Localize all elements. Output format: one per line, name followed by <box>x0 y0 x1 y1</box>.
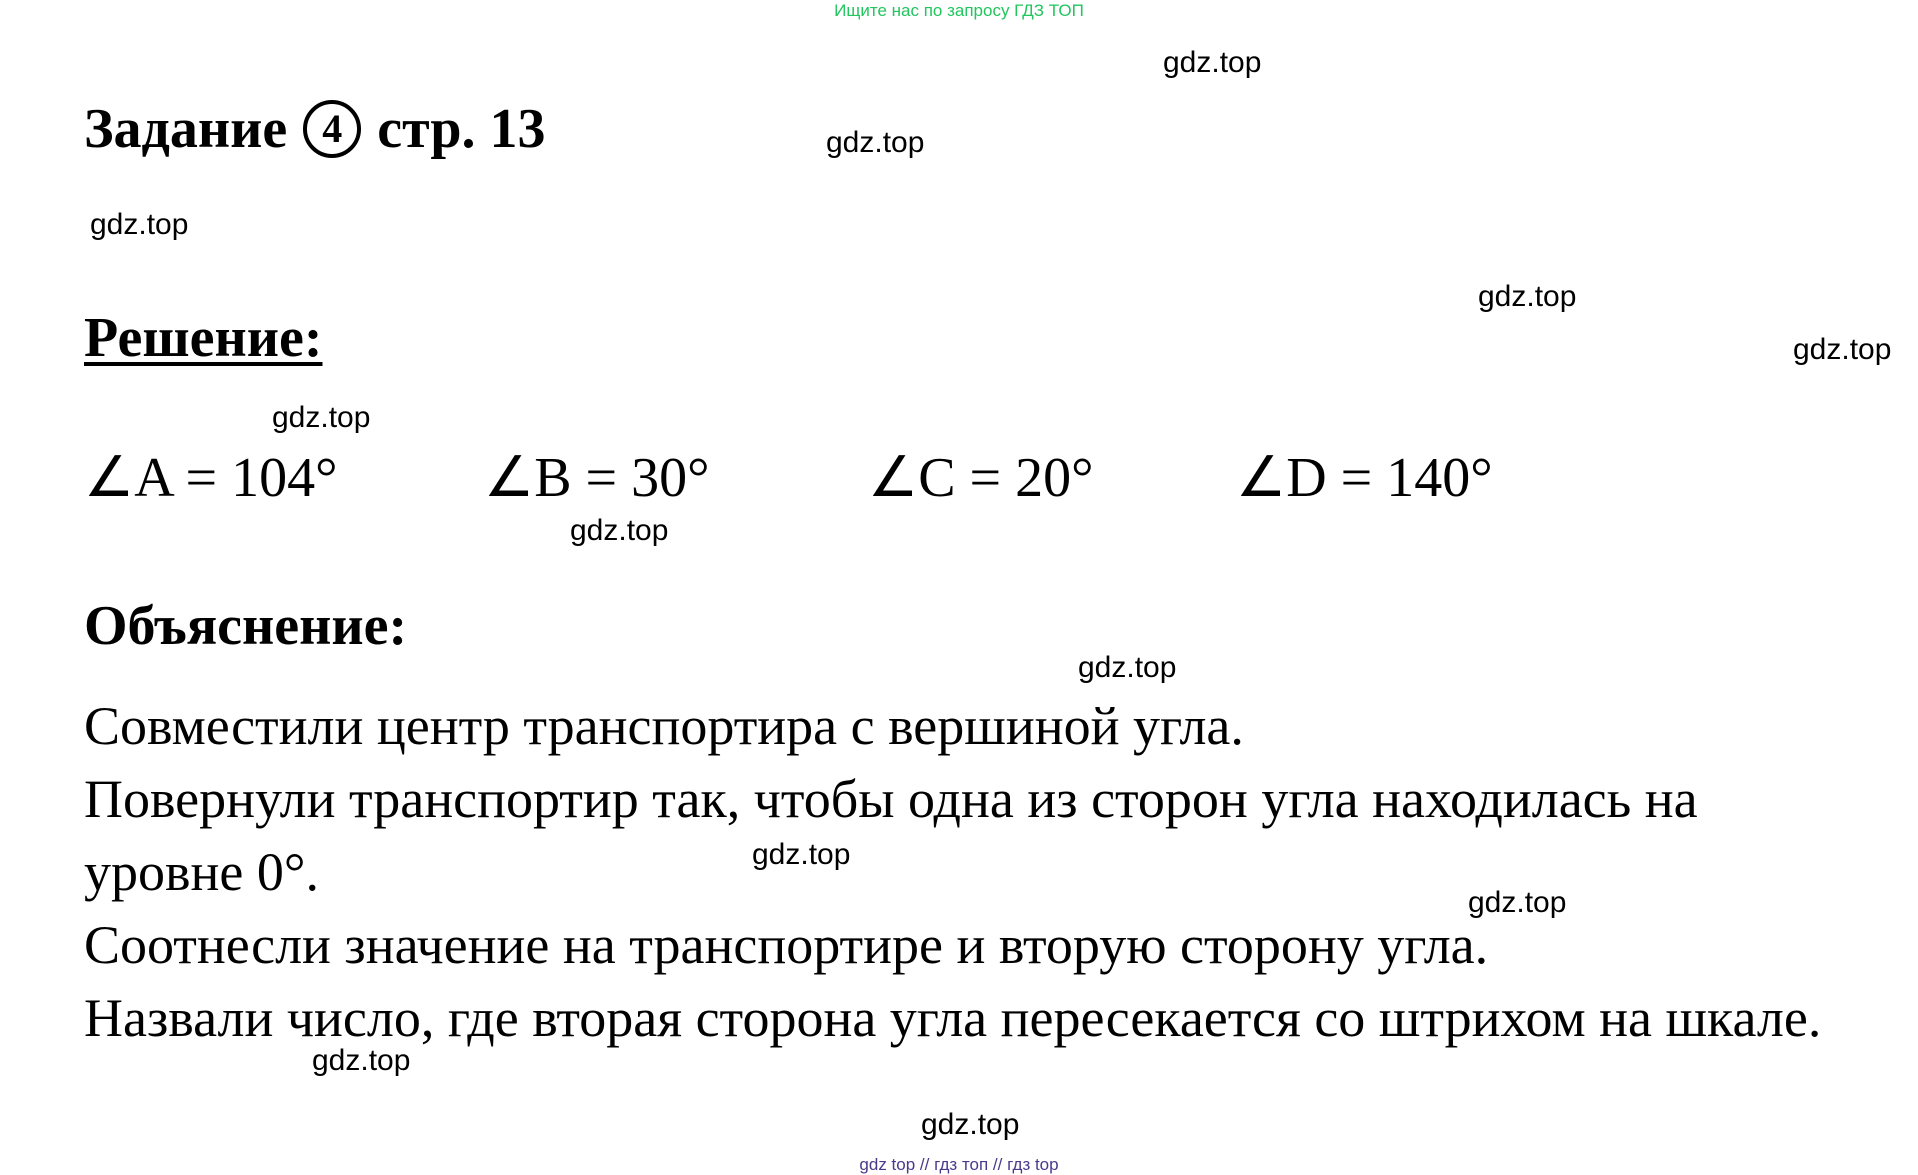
watermark: gdz.top <box>1078 651 1177 684</box>
watermark: gdz.top <box>90 208 189 241</box>
angle-a-value: ∠A = 104° <box>84 447 338 509</box>
explanation-step-3: Соотнесли значение на транспортире и вторую сторону угла. <box>84 915 1489 975</box>
watermark: gdz.top <box>826 126 925 159</box>
watermark: gdz.top <box>1793 333 1892 366</box>
watermark: gdz.top <box>921 1108 1020 1141</box>
watermark: gdz.top <box>570 514 669 547</box>
explanation-text <box>84 690 1864 1055</box>
angle-d-value: ∠D = 140° <box>1236 447 1493 509</box>
task-number-circle: 4 <box>303 100 361 158</box>
angle-b-value: ∠B = 30° <box>484 447 710 509</box>
bottom-banner: gdz top // гдз топ // гдз top <box>859 1155 1059 1174</box>
explanation-heading: Объяснение: <box>84 595 408 657</box>
watermark: gdz.top <box>1478 280 1577 313</box>
watermark: gdz.top <box>1163 46 1262 79</box>
explanation-step-1: Совместили центр транспортира с вершиной угла. <box>84 696 1244 756</box>
explanation-step-2: Повернули транспортир так, чтобы одна из сторон угла находилась на уровне 0°. <box>84 769 1698 902</box>
solution-heading: Решение: <box>84 307 323 369</box>
angle-c-value: ∠C = 20° <box>868 447 1094 509</box>
watermark: gdz.top <box>312 1044 411 1077</box>
watermark: gdz.top <box>1468 886 1567 919</box>
top-banner: Ищите нас по запросу ГДЗ ТОП <box>834 1 1084 20</box>
watermark: gdz.top <box>272 401 371 434</box>
task-title-page: стр. 13 <box>377 98 546 160</box>
watermark: gdz.top <box>752 838 851 871</box>
task-title-prefix: Задание <box>84 98 288 160</box>
task-title <box>84 100 545 158</box>
explanation-step-4: Назвали число, где вторая сторона угла пересекается со штрихом на шкале. <box>84 988 1822 1048</box>
